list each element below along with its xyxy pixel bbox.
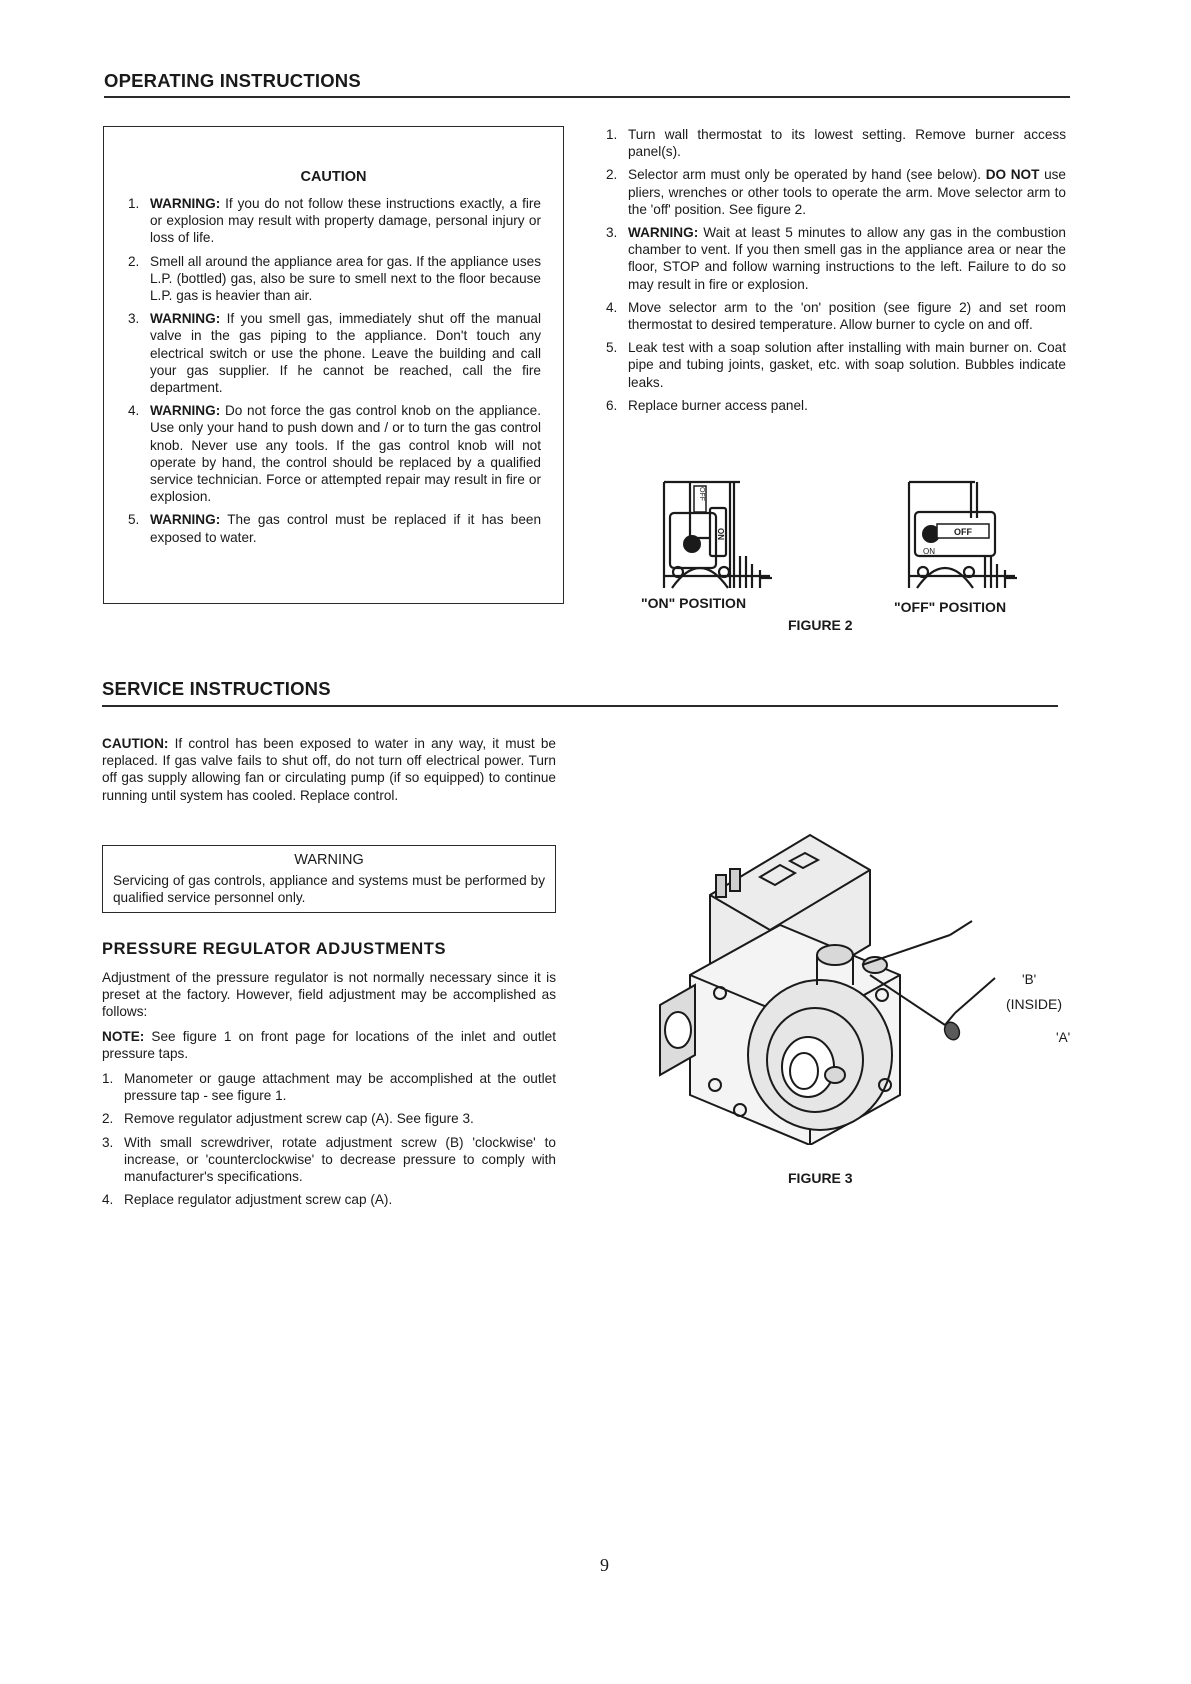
figure2-on-label: "ON" POSITION [641,595,747,611]
operating-title: OPERATING INSTRUCTIONS [104,70,361,91]
operating-steps [600,126,1066,420]
operating-step: 3. WARNING: Wait at least 5 minutes to allow any gas in the combustion chamber to vent. If you then smell gas in the appliance area or near the floor, STOP and follow warning instructions to the left. Failure to do so may result in fire or explosion. [606,225,1066,292]
figure3-gas-valve-drawing [650,825,1080,1145]
caution-item: 2. Smell all around the appliance area for gas. If the appliance uses L.P. (bottled) gas, also be sure to smell next to the floor because L.P. gas is heavier than air. [128,253,541,304]
figure3-label-b: 'B' [1022,972,1037,987]
service-title: SERVICE INSTRUCTIONS [102,678,331,699]
on-mark-on: ON [716,528,725,540]
caution-item: 3. WARNING: If you smell gas, immediately shut off the manual valve in the gas piping to the appliance. Don't touch any electrical switch or use the phone. Leave the building and call your gas supplier. If he cannot be reached, call the fire department. [128,311,541,396]
pressure-step: 2. Remove regulator adjustment screw cap (A). See figure 3. [102,1111,474,1127]
figure2-on-drawing [650,478,780,593]
on-mark-off: OFF [698,487,705,501]
caution-item: 5. WARNING: The gas control must be replaced if it has been exposed to water. [128,512,541,545]
off-mark-on: ON [923,547,935,556]
operating-step: 2. Selector arm must only be operated by hand (see below). DO NOT use pliers, wrenches or other tools to operate the arm. Move selector arm to the 'off' position. See figure 2. [606,167,1066,217]
pressure-step: 4. Replace regulator adjustment screw cap (A). [102,1192,393,1208]
figure2-caption: FIGURE 2 [788,617,853,633]
cap-a [942,1020,962,1042]
figure3-label-a: 'A' [1056,1030,1071,1045]
warning-heading: WARNING [294,852,364,868]
warning-text: Servicing of gas controls, appliance and systems must be performed by qualified service personnel only. [113,873,545,906]
caution-box [103,126,564,604]
page-number: 9 [600,1555,609,1575]
pressure-title: PRESSURE REGULATOR ADJUSTMENTS [102,940,447,958]
operating-step: 1. Turn wall thermostat to its lowest setting. Remove burner access panel(s). [606,127,1066,160]
service-title-rule [102,705,1058,707]
figure2-off-drawing [895,478,1025,593]
figure3-caption: FIGURE 3 [788,1170,853,1186]
off-mark-off: OFF [954,527,972,537]
caution-item: 1. WARNING: If you do not follow these instructions exactly, a fire or explosion may result with property damage, personal injury or loss of life. [128,196,541,246]
on-selector-knob [683,535,701,553]
operating-step: 4. Move selector arm to the 'on' position (see figure 2) and set room thermostat to desired temperature. Allow burner to cycle on and off. [606,299,1066,333]
pressure-note: NOTE: See figure 1 on front page for locations of the inlet and outlet pressure taps. [102,1029,556,1062]
caution-list [122,195,541,546]
caution-item: 4. WARNING: Do not force the gas control knob on the appliance. Use only your hand to push down and / or to turn the gas control knob. Never use any tools. If the gas control knob will not operate by hand, the control should be replaced by a qualified service technician. Force or attempted repair may result in fire or explosion. [128,403,541,505]
pressure-step: 1. Manometer or gauge attachment may be accomplished at the outlet pressure tap - see figure 1. [102,1071,556,1104]
operating-title-rule [104,96,1070,98]
figure3-label-b-inside: (INSIDE) [1006,996,1062,1012]
figure2-off-label: "OFF" POSITION [894,599,1007,615]
operating-step: 6. Replace burner access panel. [606,397,808,413]
operating-step: 5. Leak test with a soap solution after installing with main burner on. Coat pipe and tubing joints, gasket, etc. with soap solution. Bubbles indicate leaks. [606,340,1066,390]
warning-box [102,845,556,913]
pressure-steps [96,1070,556,1214]
pressure-step: 3. With small screwdriver, rotate adjustment screw (B) 'clockwise' to increase, or 'counterclockwise' to decrease pressure to comply with manufacturer's specifications. [102,1134,556,1185]
pressure-intro: Adjustment of the pressure regulator is not normally necessary since it is preset at the factory. However, field adjustment may be accomplished as follows: [102,970,556,1020]
caution-heading: CAUTION [300,169,367,185]
service-caution: CAUTION: If control has been exposed to water in any way, it must be replaced. If gas valve fails to shut off, do not turn off electrical power. Turn off gas supply allowing fan or circulating pump (if so equipped) to continue running until system has cooled. Replace control. [102,736,556,803]
